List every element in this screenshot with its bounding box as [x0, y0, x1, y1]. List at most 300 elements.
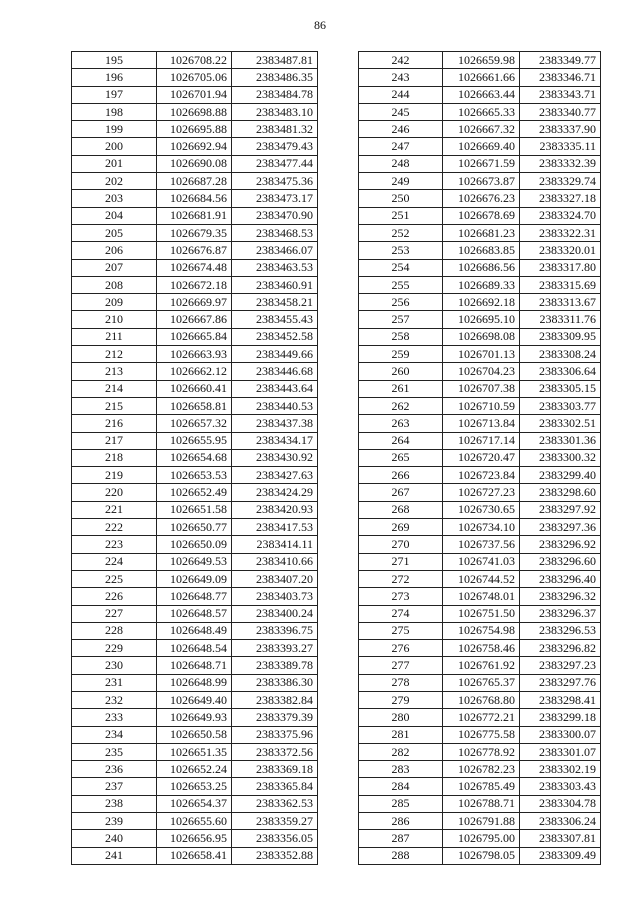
- y-coordinate-cell: 2383427.63: [232, 467, 318, 484]
- point-number-cell: 200: [72, 138, 157, 155]
- table-row: [359, 640, 601, 657]
- x-coordinate-cell: 1026649.53: [157, 553, 232, 570]
- point-number-cell: 263: [359, 415, 443, 432]
- point-number-cell: 255: [359, 276, 443, 293]
- point-number-cell: 266: [359, 467, 443, 484]
- table-row: [359, 622, 601, 639]
- x-coordinate-cell: 1026648.71: [157, 657, 232, 674]
- table-row: [72, 657, 318, 674]
- y-coordinate-cell: 2383400.24: [232, 605, 318, 622]
- table-row: [359, 69, 601, 86]
- point-number-cell: 210: [72, 311, 157, 328]
- y-coordinate-cell: 2383298.41: [520, 691, 601, 708]
- y-coordinate-cell: 2383463.53: [232, 259, 318, 276]
- point-number-cell: 208: [72, 276, 157, 293]
- point-number-cell: 205: [72, 224, 157, 241]
- table-row: [72, 380, 318, 397]
- y-coordinate-cell: 2383349.77: [520, 52, 601, 69]
- x-coordinate-cell: 1026657.32: [157, 415, 232, 432]
- y-coordinate-cell: 2383483.10: [232, 103, 318, 120]
- y-coordinate-cell: 2383340.77: [520, 103, 601, 120]
- point-number-cell: 275: [359, 622, 443, 639]
- point-number-cell: 220: [72, 484, 157, 501]
- y-coordinate-cell: 2383389.78: [232, 657, 318, 674]
- y-coordinate-cell: 2383414.11: [232, 536, 318, 553]
- table-row: [72, 674, 318, 691]
- y-coordinate-cell: 2383308.24: [520, 346, 601, 363]
- table-row: [72, 605, 318, 622]
- point-number-cell: 222: [72, 519, 157, 536]
- x-coordinate-cell: 1026665.33: [443, 103, 520, 120]
- point-number-cell: 201: [72, 155, 157, 172]
- point-number-cell: 213: [72, 363, 157, 380]
- point-number-cell: 241: [72, 847, 157, 864]
- y-coordinate-cell: 2383434.17: [232, 432, 318, 449]
- table-row: [359, 346, 601, 363]
- y-coordinate-cell: 2383296.60: [520, 553, 601, 570]
- y-coordinate-cell: 2383346.71: [520, 69, 601, 86]
- table-row: [359, 553, 601, 570]
- x-coordinate-cell: 1026713.84: [443, 415, 520, 432]
- y-coordinate-cell: 2383297.92: [520, 501, 601, 518]
- table-row: [72, 588, 318, 605]
- x-coordinate-cell: 1026663.93: [157, 346, 232, 363]
- y-coordinate-cell: 2383393.27: [232, 640, 318, 657]
- table-row: [359, 138, 601, 155]
- x-coordinate-cell: 1026658.41: [157, 847, 232, 864]
- x-coordinate-cell: 1026690.08: [157, 155, 232, 172]
- table-row: [359, 207, 601, 224]
- table-row: [72, 346, 318, 363]
- x-coordinate-cell: 1026665.84: [157, 328, 232, 345]
- table-row: [72, 795, 318, 812]
- x-coordinate-cell: 1026653.53: [157, 467, 232, 484]
- point-number-cell: 254: [359, 259, 443, 276]
- x-coordinate-cell: 1026782.23: [443, 761, 520, 778]
- point-number-cell: 274: [359, 605, 443, 622]
- point-number-cell: 240: [72, 830, 157, 847]
- table-row: [72, 743, 318, 760]
- point-number-cell: 224: [72, 553, 157, 570]
- y-coordinate-cell: 2383407.20: [232, 570, 318, 587]
- x-coordinate-cell: 1026652.49: [157, 484, 232, 501]
- x-coordinate-cell: 1026748.01: [443, 588, 520, 605]
- table-row: [359, 778, 601, 795]
- point-number-cell: 217: [72, 432, 157, 449]
- x-coordinate-cell: 1026672.18: [157, 276, 232, 293]
- x-coordinate-cell: 1026652.24: [157, 761, 232, 778]
- table-row: [359, 605, 601, 622]
- point-number-cell: 268: [359, 501, 443, 518]
- table-row: [359, 328, 601, 345]
- x-coordinate-cell: 1026791.88: [443, 813, 520, 830]
- table-row: [72, 103, 318, 120]
- point-number-cell: 245: [359, 103, 443, 120]
- x-coordinate-cell: 1026710.59: [443, 397, 520, 414]
- point-number-cell: 269: [359, 519, 443, 536]
- point-number-cell: 250: [359, 190, 443, 207]
- x-coordinate-cell: 1026775.58: [443, 726, 520, 743]
- point-number-cell: 270: [359, 536, 443, 553]
- table-row: [72, 52, 318, 69]
- point-number-cell: 282: [359, 743, 443, 760]
- x-coordinate-cell: 1026655.60: [157, 813, 232, 830]
- y-coordinate-cell: 2383302.19: [520, 761, 601, 778]
- y-coordinate-cell: 2383301.36: [520, 432, 601, 449]
- x-coordinate-cell: 1026669.40: [443, 138, 520, 155]
- y-coordinate-cell: 2383296.37: [520, 605, 601, 622]
- x-coordinate-cell: 1026695.10: [443, 311, 520, 328]
- y-coordinate-cell: 2383458.21: [232, 294, 318, 311]
- y-coordinate-cell: 2383309.49: [520, 847, 601, 864]
- point-number-cell: 219: [72, 467, 157, 484]
- table-row: [359, 501, 601, 518]
- y-coordinate-cell: 2383303.77: [520, 397, 601, 414]
- point-number-cell: 246: [359, 121, 443, 138]
- y-coordinate-cell: 2383300.32: [520, 449, 601, 466]
- table-row: [72, 121, 318, 138]
- point-number-cell: 281: [359, 726, 443, 743]
- y-coordinate-cell: 2383479.43: [232, 138, 318, 155]
- table-row: [72, 813, 318, 830]
- y-coordinate-cell: 2383296.40: [520, 570, 601, 587]
- point-number-cell: 264: [359, 432, 443, 449]
- table-row: [359, 449, 601, 466]
- x-coordinate-cell: 1026671.59: [443, 155, 520, 172]
- point-number-cell: 239: [72, 813, 157, 830]
- point-number-cell: 258: [359, 328, 443, 345]
- y-coordinate-cell: 2383481.32: [232, 121, 318, 138]
- point-number-cell: 229: [72, 640, 157, 657]
- x-coordinate-cell: 1026772.21: [443, 709, 520, 726]
- point-number-cell: 197: [72, 86, 157, 103]
- y-coordinate-cell: 2383430.92: [232, 449, 318, 466]
- y-coordinate-cell: 2383486.35: [232, 69, 318, 86]
- point-number-cell: 236: [72, 761, 157, 778]
- x-coordinate-cell: 1026648.57: [157, 605, 232, 622]
- table-row: [72, 449, 318, 466]
- y-coordinate-cell: 2383327.18: [520, 190, 601, 207]
- y-coordinate-cell: 2383449.66: [232, 346, 318, 363]
- point-number-cell: 251: [359, 207, 443, 224]
- x-coordinate-cell: 1026669.97: [157, 294, 232, 311]
- x-coordinate-cell: 1026758.46: [443, 640, 520, 657]
- x-coordinate-cell: 1026768.80: [443, 691, 520, 708]
- y-coordinate-cell: 2383352.88: [232, 847, 318, 864]
- point-number-cell: 211: [72, 328, 157, 345]
- table-row: [359, 570, 601, 587]
- point-number-cell: 280: [359, 709, 443, 726]
- y-coordinate-cell: 2383379.39: [232, 709, 318, 726]
- y-coordinate-cell: 2383297.23: [520, 657, 601, 674]
- table-row: [72, 761, 318, 778]
- point-number-cell: 206: [72, 242, 157, 259]
- point-number-cell: 195: [72, 52, 157, 69]
- table-row: [359, 830, 601, 847]
- x-coordinate-cell: 1026649.09: [157, 570, 232, 587]
- x-coordinate-cell: 1026698.88: [157, 103, 232, 120]
- table-row: [72, 294, 318, 311]
- x-coordinate-cell: 1026667.32: [443, 121, 520, 138]
- point-number-cell: 198: [72, 103, 157, 120]
- table-row: [72, 242, 318, 259]
- table-row: [359, 691, 601, 708]
- table-row: [72, 190, 318, 207]
- y-coordinate-cell: 2383317.80: [520, 259, 601, 276]
- table-row: [72, 224, 318, 241]
- y-coordinate-cell: 2383315.69: [520, 276, 601, 293]
- coordinates-table-left: [71, 51, 318, 865]
- point-number-cell: 283: [359, 761, 443, 778]
- x-coordinate-cell: 1026727.23: [443, 484, 520, 501]
- y-coordinate-cell: 2383403.73: [232, 588, 318, 605]
- point-number-cell: 212: [72, 346, 157, 363]
- y-coordinate-cell: 2383477.44: [232, 155, 318, 172]
- x-coordinate-cell: 1026659.98: [443, 52, 520, 69]
- x-coordinate-cell: 1026778.92: [443, 743, 520, 760]
- y-coordinate-cell: 2383303.43: [520, 778, 601, 795]
- table-row: [72, 709, 318, 726]
- table-row: [72, 173, 318, 190]
- point-number-cell: 262: [359, 397, 443, 414]
- y-coordinate-cell: 2383365.84: [232, 778, 318, 795]
- y-coordinate-cell: 2383297.76: [520, 674, 601, 691]
- point-number-cell: 196: [72, 69, 157, 86]
- x-coordinate-cell: 1026689.33: [443, 276, 520, 293]
- point-number-cell: 287: [359, 830, 443, 847]
- x-coordinate-cell: 1026761.92: [443, 657, 520, 674]
- x-coordinate-cell: 1026698.08: [443, 328, 520, 345]
- y-coordinate-cell: 2383410.66: [232, 553, 318, 570]
- y-coordinate-cell: 2383372.56: [232, 743, 318, 760]
- x-coordinate-cell: 1026679.35: [157, 224, 232, 241]
- point-number-cell: 207: [72, 259, 157, 276]
- point-number-cell: 271: [359, 553, 443, 570]
- x-coordinate-cell: 1026737.56: [443, 536, 520, 553]
- table-row: [359, 432, 601, 449]
- point-number-cell: 243: [359, 69, 443, 86]
- table-row: [72, 484, 318, 501]
- table-row: [359, 173, 601, 190]
- x-coordinate-cell: 1026648.54: [157, 640, 232, 657]
- x-coordinate-cell: 1026651.58: [157, 501, 232, 518]
- table-row: [359, 224, 601, 241]
- point-number-cell: 277: [359, 657, 443, 674]
- y-coordinate-cell: 2383484.78: [232, 86, 318, 103]
- x-coordinate-cell: 1026730.65: [443, 501, 520, 518]
- table-row: [72, 691, 318, 708]
- x-coordinate-cell: 1026684.56: [157, 190, 232, 207]
- point-number-cell: 253: [359, 242, 443, 259]
- x-coordinate-cell: 1026734.10: [443, 519, 520, 536]
- table-row: [359, 795, 601, 812]
- x-coordinate-cell: 1026765.37: [443, 674, 520, 691]
- table-row: [359, 311, 601, 328]
- x-coordinate-cell: 1026707.38: [443, 380, 520, 397]
- page-number: 86: [314, 18, 326, 32]
- table-row: [72, 830, 318, 847]
- x-coordinate-cell: 1026654.68: [157, 449, 232, 466]
- table-row: [72, 138, 318, 155]
- table-row: [72, 363, 318, 380]
- y-coordinate-cell: 2383446.68: [232, 363, 318, 380]
- y-coordinate-cell: 2383468.53: [232, 224, 318, 241]
- point-number-cell: 209: [72, 294, 157, 311]
- point-number-cell: 232: [72, 691, 157, 708]
- x-coordinate-cell: 1026655.95: [157, 432, 232, 449]
- x-coordinate-cell: 1026681.91: [157, 207, 232, 224]
- y-coordinate-cell: 2383417.53: [232, 519, 318, 536]
- x-coordinate-cell: 1026695.88: [157, 121, 232, 138]
- point-number-cell: 278: [359, 674, 443, 691]
- point-number-cell: 238: [72, 795, 157, 812]
- x-coordinate-cell: 1026653.25: [157, 778, 232, 795]
- y-coordinate-cell: 2383302.51: [520, 415, 601, 432]
- table-row: [72, 501, 318, 518]
- x-coordinate-cell: 1026717.14: [443, 432, 520, 449]
- table-row: [359, 847, 601, 864]
- point-number-cell: 284: [359, 778, 443, 795]
- x-coordinate-cell: 1026705.06: [157, 69, 232, 86]
- table-row: [359, 103, 601, 120]
- x-coordinate-cell: 1026661.66: [443, 69, 520, 86]
- y-coordinate-cell: 2383298.60: [520, 484, 601, 501]
- table-row: [72, 86, 318, 103]
- y-coordinate-cell: 2383466.07: [232, 242, 318, 259]
- x-coordinate-cell: 1026720.47: [443, 449, 520, 466]
- point-number-cell: 261: [359, 380, 443, 397]
- y-coordinate-cell: 2383452.58: [232, 328, 318, 345]
- x-coordinate-cell: 1026692.18: [443, 294, 520, 311]
- x-coordinate-cell: 1026649.40: [157, 691, 232, 708]
- point-number-cell: 234: [72, 726, 157, 743]
- x-coordinate-cell: 1026681.23: [443, 224, 520, 241]
- y-coordinate-cell: 2383296.82: [520, 640, 601, 657]
- point-number-cell: 203: [72, 190, 157, 207]
- x-coordinate-cell: 1026678.69: [443, 207, 520, 224]
- y-coordinate-cell: 2383299.40: [520, 467, 601, 484]
- y-coordinate-cell: 2383337.90: [520, 121, 601, 138]
- point-number-cell: 273: [359, 588, 443, 605]
- y-coordinate-cell: 2383301.07: [520, 743, 601, 760]
- point-number-cell: 265: [359, 449, 443, 466]
- x-coordinate-cell: 1026673.87: [443, 173, 520, 190]
- table-row: [359, 190, 601, 207]
- table-row: [72, 778, 318, 795]
- y-coordinate-cell: 2383324.70: [520, 207, 601, 224]
- x-coordinate-cell: 1026650.58: [157, 726, 232, 743]
- y-coordinate-cell: 2383297.36: [520, 519, 601, 536]
- y-coordinate-cell: 2383304.78: [520, 795, 601, 812]
- table-row: [359, 813, 601, 830]
- table-body-left: [72, 52, 318, 865]
- point-number-cell: 242: [359, 52, 443, 69]
- x-coordinate-cell: 1026650.77: [157, 519, 232, 536]
- point-number-cell: 247: [359, 138, 443, 155]
- point-number-cell: 231: [72, 674, 157, 691]
- y-coordinate-cell: 2383487.81: [232, 52, 318, 69]
- y-coordinate-cell: 2383475.36: [232, 173, 318, 190]
- x-coordinate-cell: 1026676.23: [443, 190, 520, 207]
- y-coordinate-cell: 2383296.53: [520, 622, 601, 639]
- x-coordinate-cell: 1026658.81: [157, 397, 232, 414]
- point-number-cell: 235: [72, 743, 157, 760]
- x-coordinate-cell: 1026648.99: [157, 674, 232, 691]
- table-row: [359, 761, 601, 778]
- table-row: [359, 397, 601, 414]
- table-row: [359, 415, 601, 432]
- y-coordinate-cell: 2383306.64: [520, 363, 601, 380]
- table-row: [72, 69, 318, 86]
- point-number-cell: 252: [359, 224, 443, 241]
- point-number-cell: 233: [72, 709, 157, 726]
- table-row: [72, 259, 318, 276]
- table-row: [72, 536, 318, 553]
- table-row: [72, 553, 318, 570]
- x-coordinate-cell: 1026686.56: [443, 259, 520, 276]
- y-coordinate-cell: 2383396.75: [232, 622, 318, 639]
- x-coordinate-cell: 1026660.41: [157, 380, 232, 397]
- y-coordinate-cell: 2383375.96: [232, 726, 318, 743]
- table-row: [72, 726, 318, 743]
- table-row: [72, 328, 318, 345]
- y-coordinate-cell: 2383311.76: [520, 311, 601, 328]
- point-number-cell: 276: [359, 640, 443, 657]
- table-row: [359, 52, 601, 69]
- x-coordinate-cell: 1026648.77: [157, 588, 232, 605]
- x-coordinate-cell: 1026798.05: [443, 847, 520, 864]
- point-number-cell: 221: [72, 501, 157, 518]
- x-coordinate-cell: 1026648.49: [157, 622, 232, 639]
- x-coordinate-cell: 1026788.71: [443, 795, 520, 812]
- y-coordinate-cell: 2383322.31: [520, 224, 601, 241]
- y-coordinate-cell: 2383309.95: [520, 328, 601, 345]
- y-coordinate-cell: 2383359.27: [232, 813, 318, 830]
- point-number-cell: 286: [359, 813, 443, 830]
- x-coordinate-cell: 1026741.03: [443, 553, 520, 570]
- y-coordinate-cell: 2383320.01: [520, 242, 601, 259]
- table-row: [72, 397, 318, 414]
- y-coordinate-cell: 2383437.38: [232, 415, 318, 432]
- table-row: [359, 726, 601, 743]
- x-coordinate-cell: 1026656.95: [157, 830, 232, 847]
- y-coordinate-cell: 2383305.15: [520, 380, 601, 397]
- point-number-cell: 214: [72, 380, 157, 397]
- point-number-cell: 272: [359, 570, 443, 587]
- y-coordinate-cell: 2383299.18: [520, 709, 601, 726]
- x-coordinate-cell: 1026667.86: [157, 311, 232, 328]
- y-coordinate-cell: 2383382.84: [232, 691, 318, 708]
- x-coordinate-cell: 1026654.37: [157, 795, 232, 812]
- point-number-cell: 279: [359, 691, 443, 708]
- point-number-cell: 223: [72, 536, 157, 553]
- table-row: [359, 657, 601, 674]
- point-number-cell: 215: [72, 397, 157, 414]
- x-coordinate-cell: 1026662.12: [157, 363, 232, 380]
- y-coordinate-cell: 2383343.71: [520, 86, 601, 103]
- x-coordinate-cell: 1026683.85: [443, 242, 520, 259]
- table-row: [359, 276, 601, 293]
- point-number-cell: 267: [359, 484, 443, 501]
- table-row: [359, 259, 601, 276]
- y-coordinate-cell: 2383473.17: [232, 190, 318, 207]
- y-coordinate-cell: 2383329.74: [520, 173, 601, 190]
- point-number-cell: 226: [72, 588, 157, 605]
- table-row: [359, 743, 601, 760]
- x-coordinate-cell: 1026651.35: [157, 743, 232, 760]
- y-coordinate-cell: 2383296.92: [520, 536, 601, 553]
- point-number-cell: 244: [359, 86, 443, 103]
